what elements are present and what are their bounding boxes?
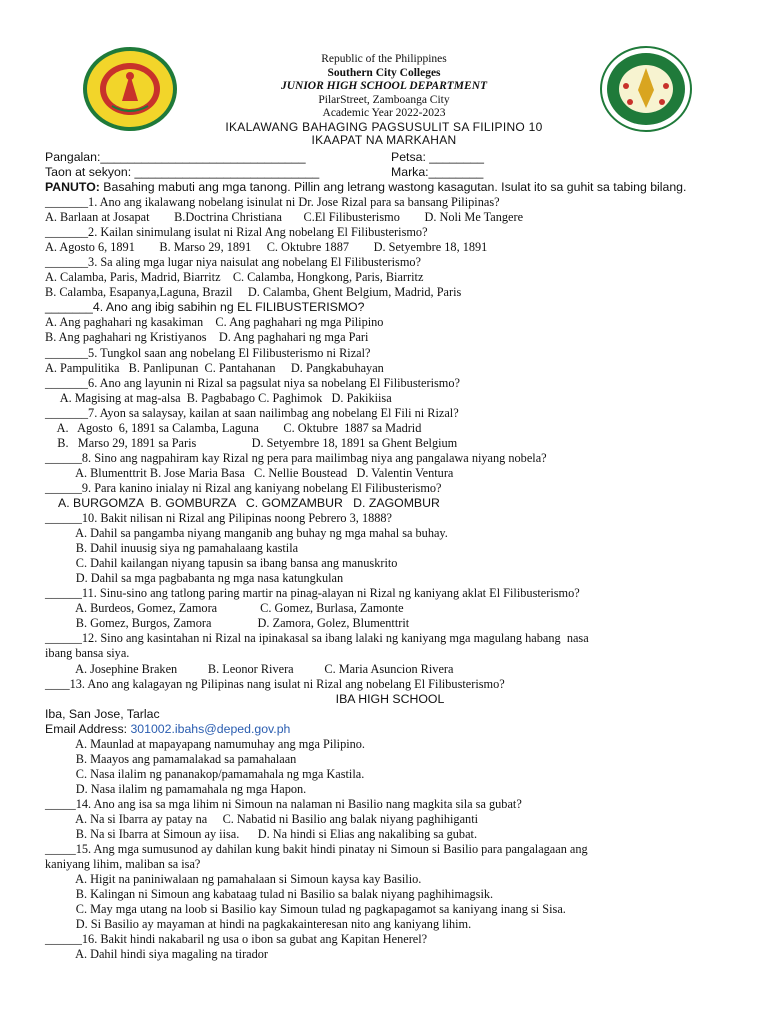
text-line: ibang bansa siya. — [45, 646, 130, 661]
text-line: ______9. Para kanino inialay ni Rizal ang kaniyang nobelang El Filibusterismo? — [45, 480, 442, 495]
instructions — [45, 180, 735, 195]
text-line: A. Magising at mag-alsa B. Pagbabago C. Paghimok D. Pakikiisa — [45, 390, 392, 405]
text-line: ____13. Ano ang kalagayan ng Pilipinas nang isulat ni Rizal ang nobelang El Filibusterismo? — [45, 676, 505, 691]
text-line: C. Dahil kailangan niyang tapusin sa ibang bansa ang manuskrito — [45, 556, 398, 571]
text-line: A. Ang paghahari ng kasakiman C. Ang paghahari ng mga Pilipino — [45, 315, 384, 330]
text-line: B. Ang paghahari ng Kristiyanos D. Ang paghahari ng mga Pari — [45, 330, 369, 345]
text-line: B. Dahil inuusig siya ng pamahalaang kastila — [45, 541, 299, 556]
form-row-1 — [45, 150, 735, 165]
watermark-address: Iba, San Jose, Tarlac — [45, 706, 160, 721]
text-line: _______7. Ayon sa salaysay, kailan at saan nailimbag ang nobelang El Fili ni Rizal? — [45, 405, 459, 420]
quarter-title: IKAAPAT NA MARKAHAN — [311, 133, 457, 147]
name-field[interactable]: Pangalan:______________________________ — [45, 150, 306, 164]
text-line: A. Calamba, Paris, Madrid, Biarritz C. Calamba, Hongkong, Paris, Biarritz — [45, 270, 424, 285]
question-block-2 — [45, 737, 735, 963]
text-line: A. Blumenttrit B. Jose Maria Basa C. Nellie Boustead D. Valentin Ventura — [45, 465, 454, 480]
text-line: _______6. Ano ang layunin ni Rizal sa pagsulat niya sa nobelang El Filibusterismo? — [45, 375, 460, 390]
text-line: A. Agosto 6, 1891 B. Marso 29, 1891 C. Oktubre 1887 D. Setyembre 18, 1891 — [45, 240, 488, 255]
text-line: A. Dahil hindi siya magaling na tirador — [45, 947, 269, 962]
exam-title: IKALAWANG BAHAGING PAGSUSULIT SA FILIPINO 10 — [225, 119, 543, 134]
department-name: JUNIOR HIGH SCHOOL DEPARTMENT — [280, 80, 488, 92]
text-line: A. Na si Ibarra ay patay na C. Nabatid ni Basilio ang balak niyang paghihiganti — [45, 811, 479, 826]
watermark-school: IBA HIGH SCHOOL — [335, 691, 445, 706]
text-line: A. Pampulitika B. Panlipunan C. Pantahanan D. Pangkabuhayan — [45, 360, 384, 375]
date-field[interactable]: Petsa: ________ — [391, 150, 484, 164]
text-line: A. Agosto 6, 1891 sa Calamba, Laguna C. Oktubre 1887 sa Madrid — [45, 420, 422, 435]
text-line: A. Dahil sa pangamba niyang manganib ang buhay ng mga mahal sa buhay. — [45, 526, 448, 541]
text-line: B. Calamba, Esapanya,Laguna, Brazil D. Calamba, Ghent Belgium, Madrid, Paris — [45, 285, 462, 300]
watermark-block — [45, 692, 735, 737]
exam-body — [45, 150, 735, 962]
section-field[interactable]: Taon at sekyon: ___________________________ — [45, 165, 320, 179]
score-field[interactable]: Marka:________ — [391, 165, 484, 179]
text-line: A. Burdeos, Gomez, Zamora C. Gomez, Burlasa, Zamonte — [45, 601, 404, 616]
question-block-1 — [45, 195, 735, 692]
text-line: _____14. Ano ang isa sa mga lihim ni Simoun na nalaman ni Basilio nang magkita sila sa gubat? — [45, 796, 522, 811]
text-line: ______10. Bakit nilisan ni Rizal ang Pilipinas noong Pebrero 3, 1888? — [45, 511, 393, 526]
republic-line: Republic of the Philippines — [321, 53, 447, 65]
text-line: B. Kalingan ni Simoun ang kabataag tulad ni Basilio sa balak niyang paghihimagsik. — [45, 887, 494, 902]
text-line: B. Marso 29, 1891 sa Paris D. Setyembre 18, 1891 sa Ghent Belgium — [45, 435, 458, 450]
text-line: _______2. Kailan sinimulang isulat ni Rizal Ang nobelang El Filibusterismo? — [45, 225, 428, 240]
text-line: A. Higit na paniniwalaan ng pamahalaan si Simoun kaysa kay Basilio. — [45, 872, 422, 887]
email-link[interactable]: 301002.ibahs@deped.gov.ph — [130, 721, 291, 736]
text-line: ______11. Sinu-sino ang tatlong paring martir na pinag-alayan ni Rizal ng kaniyang aklat El Filibusterismo? — [45, 586, 580, 601]
text-line: ______8. Sino ang nagpahiram kay Rizal ng pera para mailimbag niya ang pangalawa niyang nobela? — [45, 450, 547, 465]
school-name: Southern City Colleges — [327, 66, 441, 79]
exam-header — [0, 53, 768, 148]
text-line: C. Nasa ilalim ng pananakop/pamamahala ng mga Kastila. — [45, 766, 365, 781]
instructions-text: Basahing mabuti ang mga tanong. Pillin ang letrang wastong kasagutan. Isulat ito sa guhit sa tabing bilang. — [99, 180, 687, 194]
email-label: Email Address: — [45, 721, 131, 736]
text-line: B. Maayos ang pamamalakad sa pamahalaan — [45, 751, 297, 766]
text-line: _______1. Ano ang ikalawang nobelang isinulat ni Dr. Jose Rizal para sa bansang Pilipinas? — [45, 195, 500, 210]
text-line: A. BURGOMZA B. GOMBURZA C. GOMZAMBUR D. ZAGOMBUR — [45, 495, 440, 510]
text-line: kaniyang lihim, maliban sa isa? — [45, 857, 201, 872]
text-line: _____15. Ang mga sumusunod ay dahilan kung bakit hindi pinatay ni Simoun si Basilio para pangalagaan ang — [45, 842, 588, 857]
text-line: ______16. Bakit hindi nakabaril ng usa o ibon sa gubat ang Kapitan Henerel? — [45, 932, 428, 947]
academic-year: Academic Year 2022-2023 — [322, 107, 446, 119]
text-line: _______3. Sa aling mga lugar niya naisulat ang nobelang El Filibusterismo? — [45, 255, 422, 270]
text-line: D. Nasa ilalim ng pamamahala ng mga Hapon. — [45, 781, 307, 796]
text-line: A. Barlaan at Josapat B.Doctrina Christiana C.El Filibusterismo D. Noli Me Tangere — [45, 210, 524, 225]
text-line: C. May mga utang na loob si Basilio kay Simoun tulad ng pagkapagamot sa kaniyang inang si Sisa. — [45, 902, 566, 917]
text-line: D. Si Basilio ay mayaman at hindi na pagkakainteresan nito ang kaniyang lihim. — [45, 917, 472, 932]
text-line: B. Gomez, Burgos, Zamora D. Zamora, Golez, Blumenttrit — [45, 616, 410, 631]
text-line: A. Maunlad at mapayapang namumuhay ang mga Pilipino. — [45, 736, 366, 751]
text-line: _______4. Ano ang ibig sabihin ng EL FILIBUSTERISMO? — [45, 300, 365, 315]
text-line: _______5. Tungkol saan ang nobelang El Filibusterismo ni Rizal? — [45, 345, 371, 360]
text-line: ______12. Sino ang kasintahan ni Rizal na ipinakasal sa ibang lalaki ng kaniyang mga magulang habang nasa — [45, 631, 589, 646]
text-line: B. Na si Ibarra at Simoun ay iisa. D. Na hindi si Elias ang nakalibing sa gubat. — [45, 827, 478, 842]
form-row-2 — [45, 165, 735, 180]
text-line: A. Josephine Braken B. Leonor Rivera C. Maria Asuncion Rivera — [45, 661, 454, 676]
text-line: D. Dahil sa mga pagbabanta ng mga nasa katungkulan — [45, 571, 344, 586]
watermark-email-line — [45, 722, 735, 737]
instructions-label: PANUTO: — [45, 180, 100, 194]
school-address: PilarStreet, Zamboanga City — [318, 93, 450, 106]
